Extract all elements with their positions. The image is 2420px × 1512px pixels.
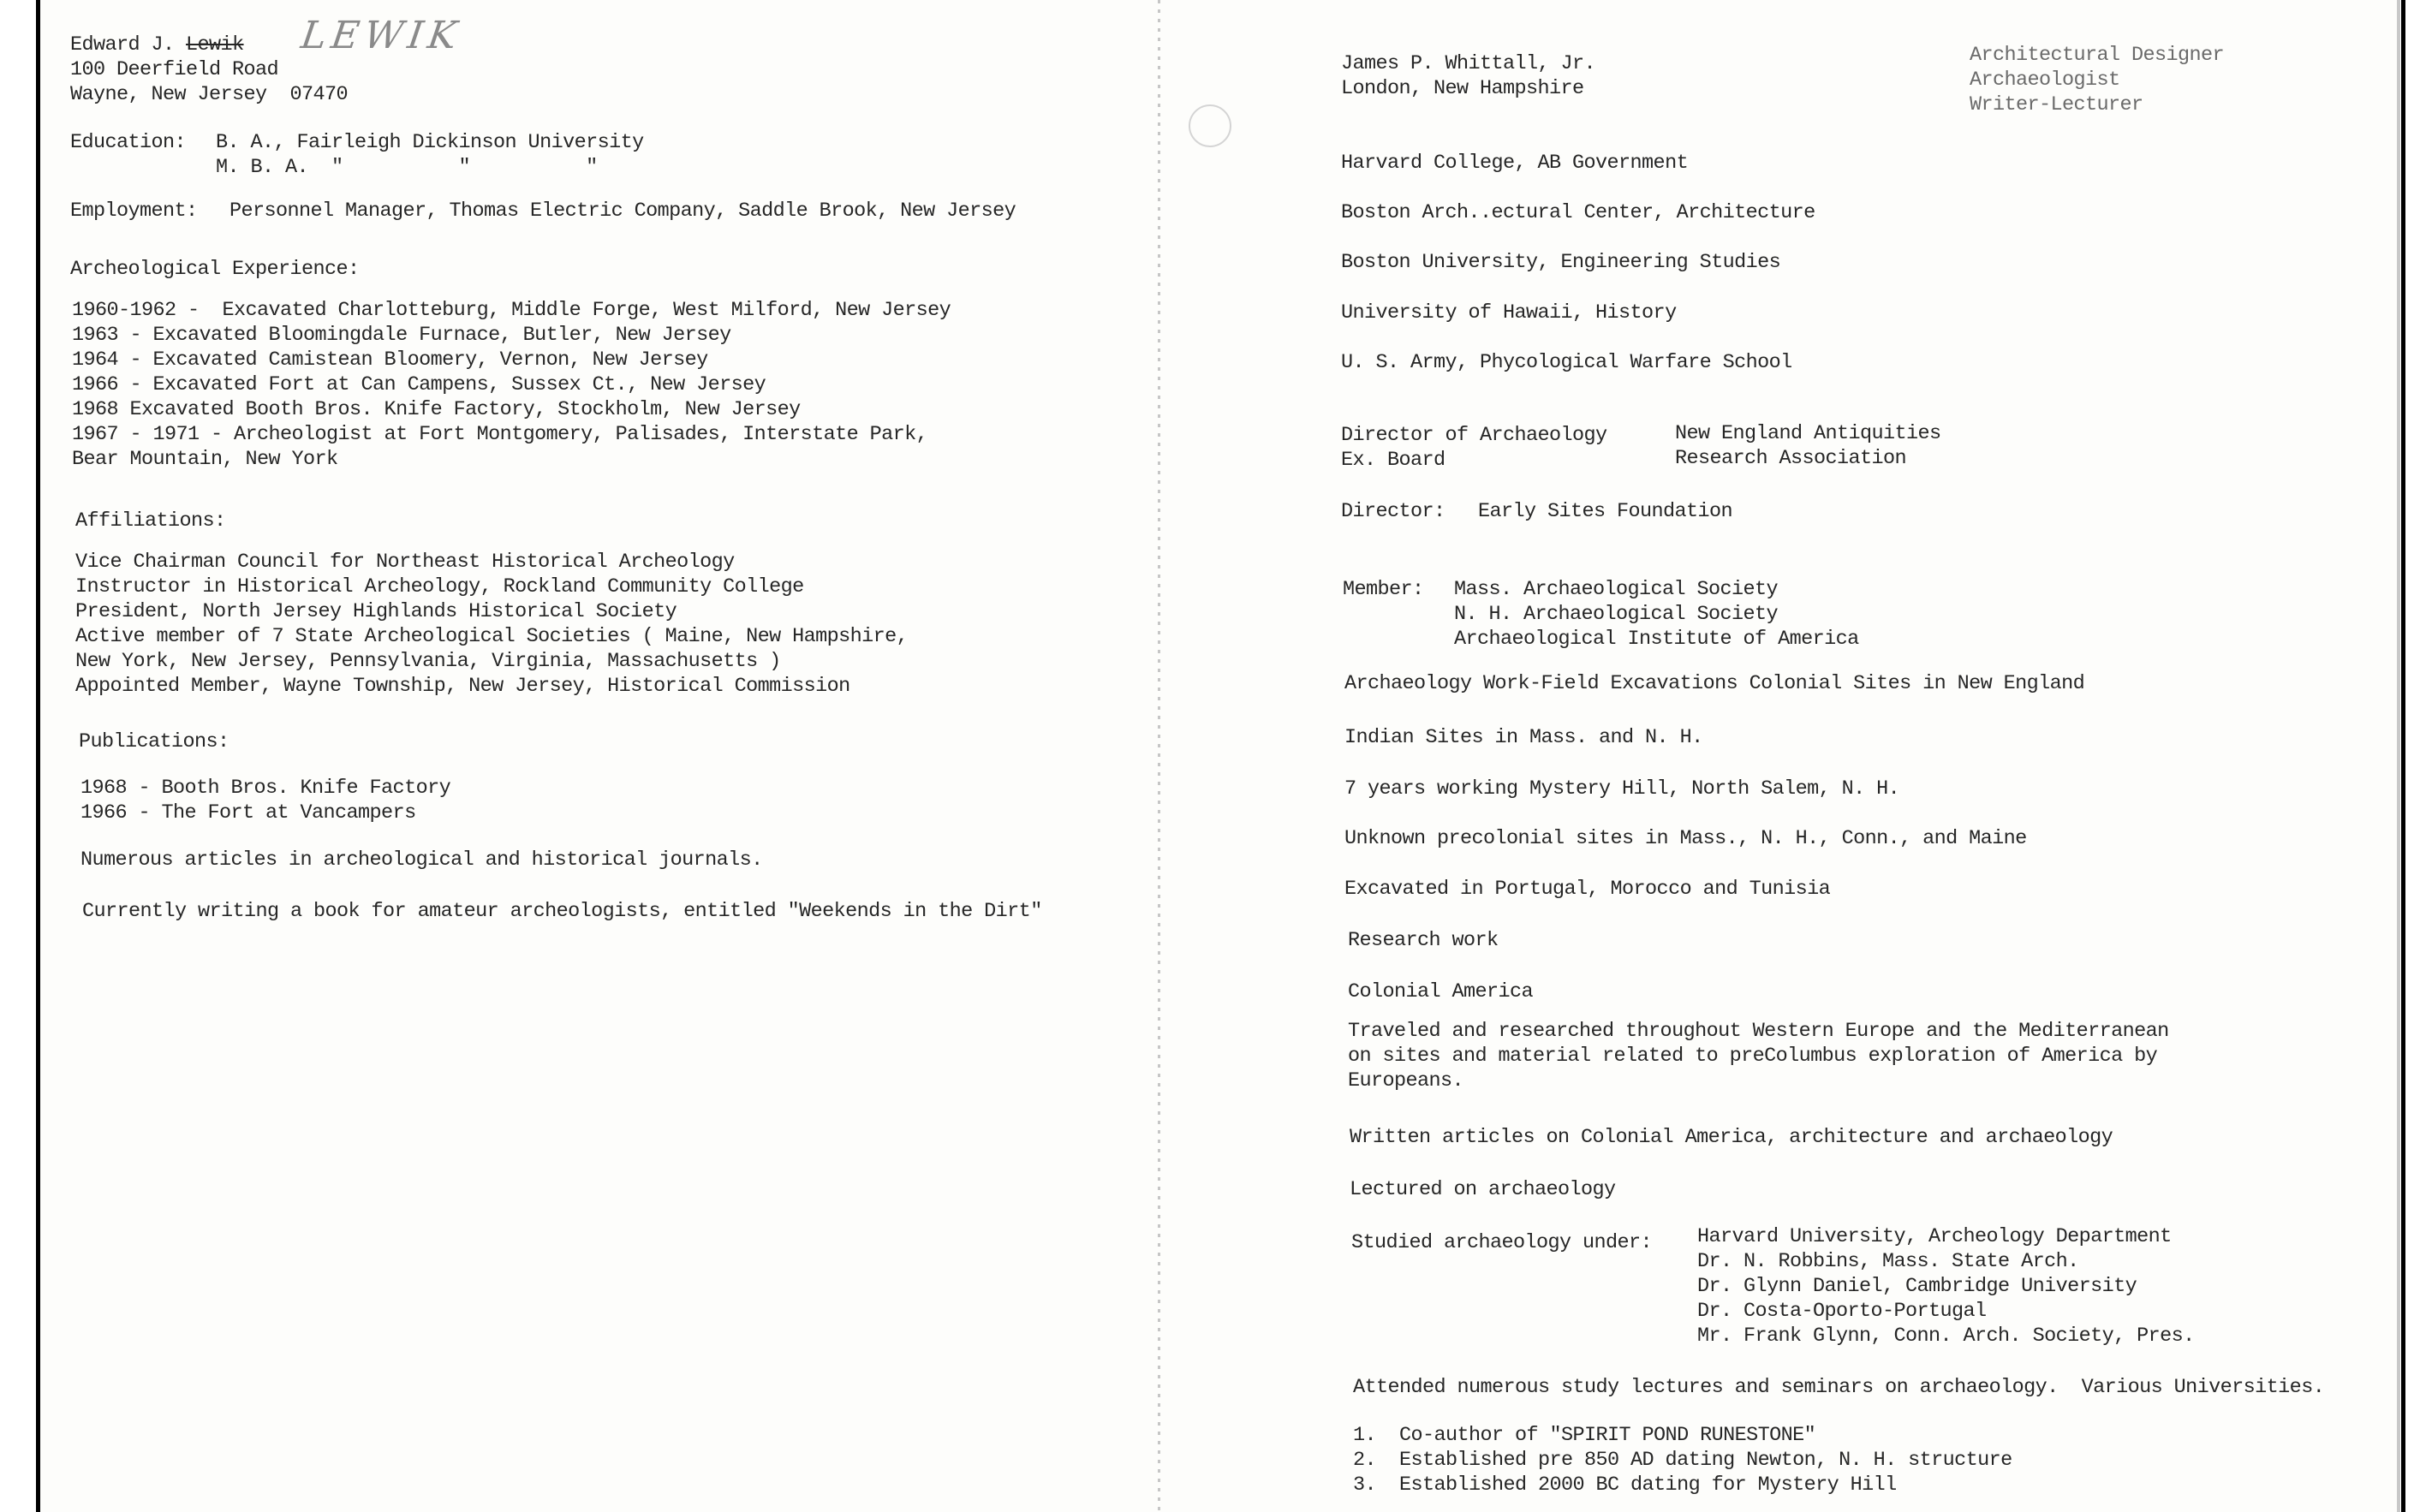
left-name-typed: Edward J. bbox=[70, 33, 187, 57]
right-titles bbox=[1970, 43, 2224, 117]
left-affiliations-heading: Affiliations: bbox=[75, 509, 226, 533]
left-book-note: Currently writing a book for amateur archeologists, entitled "Weekends in the Dirt" bbox=[82, 900, 1042, 923]
right-page-border bbox=[2401, 0, 2405, 1512]
affiliation-item: Active member of 7 State Archeological Societies ( Maine, New Hampshire, bbox=[75, 625, 909, 648]
right-organization: Research Association bbox=[1675, 447, 1907, 470]
right-attended-note: Attended numerous study lectures and seminars on archaeology. Various Universities. bbox=[1353, 1376, 2325, 1399]
experience-item: 1960-1962 - Excavated Charlotteburg, Middle Forge, West Milford, New Jersey bbox=[72, 299, 951, 322]
affiliation-item: Appointed Member, Wayne Township, New Jersey, Historical Commission bbox=[75, 675, 850, 698]
left-articles-note: Numerous articles in archeological and historical journals. bbox=[80, 848, 763, 872]
right-work-item: 7 years working Mystery Hill, North Salem, N. H. bbox=[1344, 777, 1900, 801]
achievement-item: 3. Established 2000 BC dating for Mystery Hill bbox=[1353, 1473, 1897, 1497]
affiliation-item: President, North Jersey Highlands Historical Society bbox=[75, 600, 677, 623]
right-organization: New England Antiquities bbox=[1675, 422, 1941, 445]
left-employment-label: Employment: bbox=[70, 199, 198, 223]
left-experience-heading: Archeological Experience: bbox=[70, 258, 360, 281]
experience-item: 1966 - Excavated Fort at Can Campens, Sussex Ct., New Jersey bbox=[72, 373, 766, 396]
travel-line: Europeans. bbox=[1348, 1069, 1464, 1092]
member-item: Mass. Archaeological Society bbox=[1454, 578, 1779, 601]
right-director-role: Director of Archaeology bbox=[1341, 424, 1607, 447]
member-item: Archaeological Institute of America bbox=[1454, 628, 1859, 651]
mentor-item: Dr. Costa-Oporto-Portugal bbox=[1697, 1300, 1987, 1323]
right-education-item: Boston Arch..ectural Center, Architecture bbox=[1341, 201, 1815, 224]
right-travel-paragraph bbox=[1348, 1019, 2169, 1093]
right-studied-list bbox=[1697, 1224, 2195, 1348]
experience-item: 1967 - 1971 - Archeologist at Fort Montgomery, Palisades, Interstate Park, bbox=[72, 423, 928, 446]
left-education-label: Education: bbox=[70, 131, 187, 154]
right-lectured-note: Lectured on archaeology bbox=[1350, 1178, 1616, 1201]
mentor-item: Harvard University, Archeology Department bbox=[1697, 1225, 2172, 1248]
left-publications-list bbox=[80, 776, 450, 825]
right-achievements-list bbox=[1353, 1423, 2012, 1497]
left-address-city: Wayne, New Jersey 07470 bbox=[70, 83, 349, 106]
member-item: N. H. Archaeological Society bbox=[1454, 603, 1779, 626]
right-member-list bbox=[1454, 577, 1859, 652]
right-page-shadow bbox=[2397, 0, 2400, 1512]
left-affiliations-list bbox=[75, 550, 908, 699]
right-work-item: Indian Sites in Mass. and N. H. bbox=[1344, 726, 1703, 749]
left-surname-struck: Lewik bbox=[186, 33, 244, 57]
right-work-item: Research work bbox=[1348, 929, 1499, 952]
right-work-item: Excavated in Portugal, Morocco and Tunisia bbox=[1344, 878, 1831, 901]
right-work-item: Archaeology Work-Field Excavations Colonial Sites in New England bbox=[1344, 672, 2085, 695]
travel-line: on sites and material related to preColumbus exploration of America by bbox=[1348, 1045, 2158, 1068]
right-director-value: Early Sites Foundation bbox=[1478, 500, 1733, 523]
left-employment-value: Personnel Manager, Thomas Electric Company, Saddle Brook, New Jersey bbox=[229, 199, 1016, 223]
affiliation-item: New York, New Jersey, Pennsylvania, Virginia, Massachusetts ) bbox=[75, 650, 781, 673]
title-item: Writer-Lecturer bbox=[1970, 93, 2143, 116]
right-name: James P. Whittall, Jr. bbox=[1341, 52, 1596, 75]
left-education-line: B. A., Fairleigh Dickinson University bbox=[216, 131, 644, 154]
title-item: Archaeologist bbox=[1970, 68, 2120, 92]
achievement-item: 2. Established pre 850 AD dating Newton, N. H. structure bbox=[1353, 1449, 2012, 1472]
travel-line: Traveled and researched throughout Western Europe and the Mediterranean bbox=[1348, 1020, 2169, 1043]
right-education-item: Boston University, Engineering Studies bbox=[1341, 251, 1781, 274]
mentor-item: Dr. N. Robbins, Mass. State Arch. bbox=[1697, 1250, 2079, 1273]
left-address-street: 100 Deerfield Road bbox=[70, 58, 279, 81]
right-work-item: Unknown precolonial sites in Mass., N. H., Conn., and Maine bbox=[1344, 827, 2027, 850]
left-experience-list bbox=[72, 298, 951, 472]
title-item: Architectural Designer bbox=[1970, 44, 2225, 67]
right-education-item: U. S. Army, Phycological Warfare School bbox=[1341, 351, 1792, 374]
right-location: London, New Hampshire bbox=[1341, 77, 1584, 100]
hole-punch-mark-icon bbox=[1189, 104, 1231, 147]
right-education-item: University of Hawaii, History bbox=[1341, 301, 1677, 324]
left-page-border bbox=[36, 0, 40, 1512]
achievement-item: 1. Co-author of "SPIRIT POND RUNESTONE" bbox=[1353, 1424, 1816, 1447]
handwritten-surname-annotation: LEWIK bbox=[298, 14, 465, 57]
right-director-label: Director: bbox=[1341, 500, 1445, 523]
left-education-line: M. B. A. " " " bbox=[216, 156, 598, 179]
mentor-item: Mr. Frank Glynn, Conn. Arch. Society, Pres. bbox=[1697, 1324, 2195, 1348]
page-gutter-divider bbox=[1158, 0, 1160, 1512]
experience-item: 1968 Excavated Booth Bros. Knife Factory, Stockholm, New Jersey bbox=[72, 398, 801, 421]
experience-item: 1964 - Excavated Camistean Bloomery, Vernon, New Jersey bbox=[72, 348, 708, 372]
left-name-line bbox=[70, 33, 244, 57]
right-work-item: Colonial America bbox=[1348, 980, 1534, 1003]
mentor-item: Dr. Glynn Daniel, Cambridge University bbox=[1697, 1275, 2137, 1298]
experience-item: 1963 - Excavated Bloomingdale Furnace, Butler, New Jersey bbox=[72, 324, 731, 347]
affiliation-item: Vice Chairman Council for Northeast Historical Archeology bbox=[75, 551, 735, 574]
left-publications-heading: Publications: bbox=[79, 730, 229, 753]
experience-item: Bear Mountain, New York bbox=[72, 448, 338, 471]
right-member-label: Member: bbox=[1343, 578, 1424, 601]
publication-item: 1968 - Booth Bros. Knife Factory bbox=[80, 777, 451, 800]
right-articles-note: Written articles on Colonial America, architecture and archaeology bbox=[1350, 1126, 2113, 1149]
right-board-role: Ex. Board bbox=[1341, 449, 1445, 472]
right-education-item: Harvard College, AB Government bbox=[1341, 152, 1689, 175]
publication-item: 1966 - The Fort at Vancampers bbox=[80, 801, 416, 824]
affiliation-item: Instructor in Historical Archeology, Rockland Community College bbox=[75, 575, 804, 598]
right-studied-label: Studied archaeology under: bbox=[1351, 1231, 1653, 1254]
